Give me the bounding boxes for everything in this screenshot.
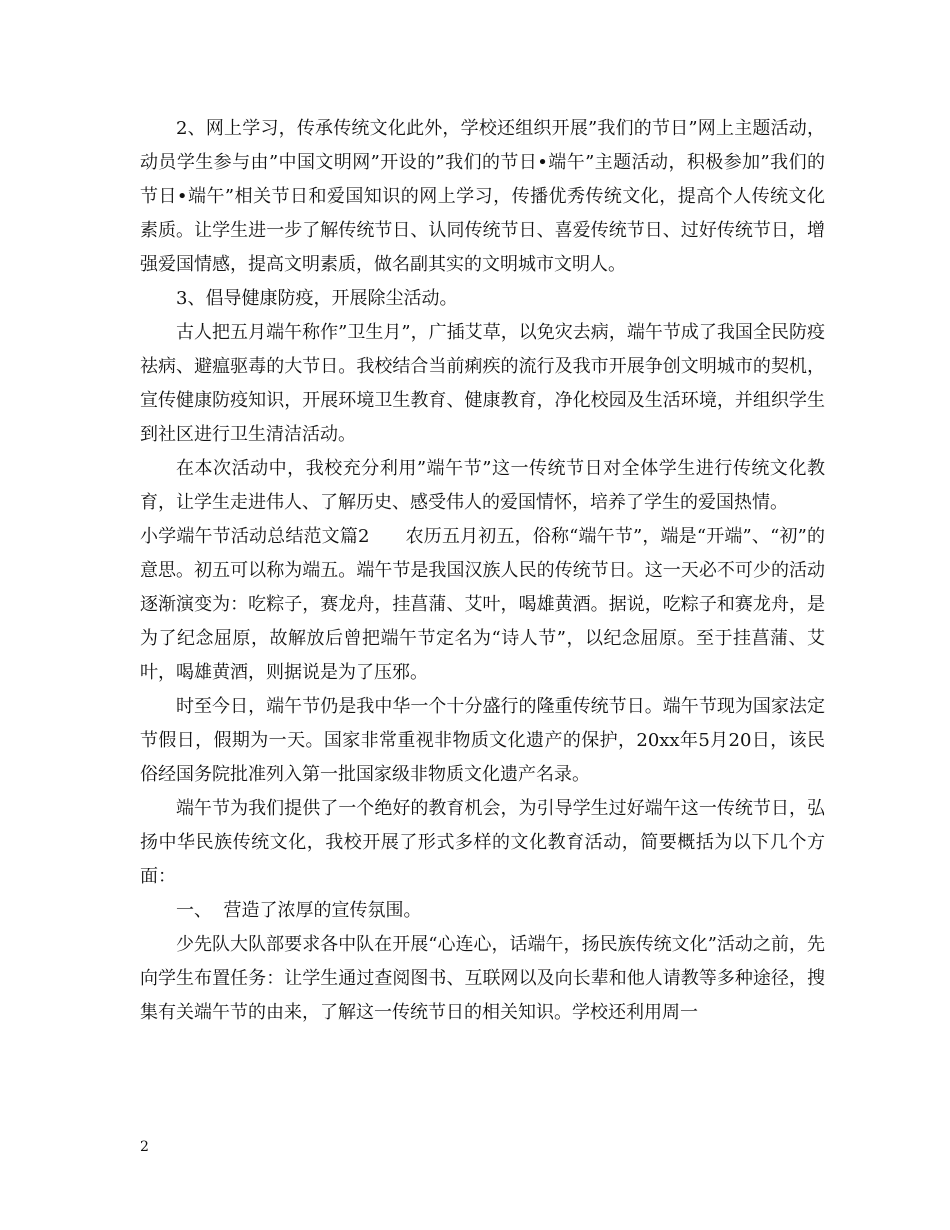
document-body xyxy=(140,112,825,1030)
paragraph-atmosphere-heading: 一、 营造了浓厚的宣传氛围。 xyxy=(176,900,422,921)
paragraph-health-heading: 3、倡导健康防疫，开展除尘活动。 xyxy=(176,288,458,309)
paragraph-hygiene-month: 古人把五月端午称作”卫生月”，广插艾草，以免灾去病，端午节成了我国全民防疫祛病、避瘟驱毒的大节日。我校结合当前痢疾的流行及我市开展争创文明城市的契机，宣传健康防疫知识，开展环境卫生教育、健康教育，净化校园及生活环境，并组织学生到社区进行卫生清洁活动。 xyxy=(140,322,825,445)
page-number: 2 xyxy=(140,1139,149,1155)
paragraph-activity-summary: 在本次活动中，我校充分利用”端午节”这一传统节日对全体学生进行传统文化教育，让学生走进伟人、了解历史、感受伟人的爱国情怀，培养了学生的爱国热情。 xyxy=(140,458,825,513)
paragraph-pioneers-task: 少先队大队部要求各中队在开展“心连心，话端午，扬民族传统文化”活动之前，先向学生布置任务：让学生通过查阅图书、互联网以及向长辈和他人请教等多种途径，搜集有关端午节的由来，了解这一传统节日的相关知识。学校还利用周一 xyxy=(140,934,825,1023)
paragraph-section-2 xyxy=(140,520,825,690)
section-heading: 小学端午节活动总结范文篇2 xyxy=(140,526,370,547)
paragraph-online-learning: 2、网上学习，传承传统文化此外，学校还组织开展”我们的节日”网上主题活动，动员学生参与由”中国文明网”开设的”我们的节日•端午”主题活动，积极参加”我们的节日•端午”相关节日和爱国知识的网上学习，传播优秀传统文化，提高个人传统文化素质。让学生进一步了解传统节日、认同传统节日、喜爱传统节日、过好传统节日，增强爱国情感，提高文明素质，做名副其实的文明城市文明人。 xyxy=(140,118,825,275)
section-lead-text: 农历五月初五，俗称“端午节”，端是“开端”、“初”的意思。初五可以称为端五。端午节是我国汉族人民的传统节日。这一天必不可少的活动逐渐演变为：吃粽子，赛龙舟，挂菖蒲、艾叶，喝雄黄酒。据说，吃粽子和赛龙舟，是为了纪念屈原，故解放后曾把端午节定名为“诗人节”，以纪念屈原。至于挂菖蒲、艾叶，喝雄黄酒，则据说是为了压邪。 xyxy=(140,526,825,683)
paragraph-education-opportunity: 端午节为我们提供了一个绝好的教育机会，为引导学生过好端午这一传统节日，弘扬中华民族传统文化，我校开展了形式多样的文化教育活动，简要概括为以下几个方面： xyxy=(140,798,825,887)
paragraph-heritage: 时至今日，端午节仍是我中华一个十分盛行的隆重传统节日。端午节现为国家法定节假日，假期为一天。国家非常重视非物质文化遗产的保护，20xx年5月20日，该民俗经国务院批准列入第一批国家级非物质文化遗产名录。 xyxy=(140,696,825,785)
